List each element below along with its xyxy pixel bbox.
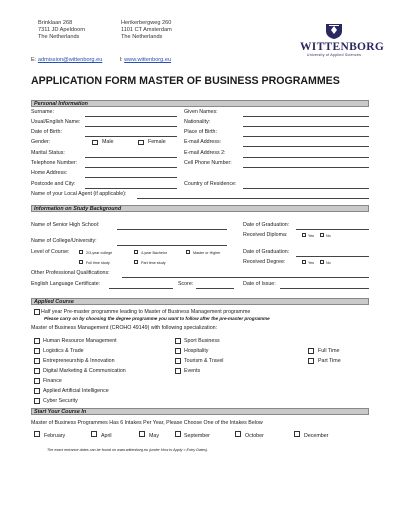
address-line: Herikerbergweg 260 — [121, 20, 172, 26]
marital-field[interactable] — [85, 157, 177, 158]
college-field[interactable] — [117, 245, 227, 246]
level-4-checkbox[interactable] — [134, 250, 138, 254]
given-names-field[interactable] — [243, 116, 369, 117]
intakes-text: Master of Business Programmes Has 6 Intakes Per Year, Please Choose One of the Intakes Below — [31, 420, 263, 426]
level-23-checkbox[interactable] — [79, 250, 83, 254]
diploma-label: Received Diploma: — [243, 232, 288, 238]
entrance-dates-note: The exact entrance dates can be found on www.wittenborg.eu (under How to Apply > Entry Dates). — [47, 448, 209, 452]
home-field[interactable] — [85, 177, 177, 178]
section-study-heading: Information on Study Background — [31, 205, 369, 212]
male-checkbox[interactable] — [92, 140, 98, 146]
female-checkbox[interactable] — [138, 140, 144, 146]
diploma-yes-checkbox[interactable] — [302, 233, 306, 237]
address-line: The Netherlands — [121, 34, 163, 41]
surname-field[interactable] — [85, 116, 177, 117]
intake-february-checkbox[interactable] — [34, 431, 40, 437]
full-time-study-label: Full time study — [86, 261, 110, 265]
degree-no-checkbox[interactable] — [320, 260, 324, 264]
cell-label: Cell Phone Number: — [184, 160, 232, 166]
crest-icon — [323, 22, 345, 40]
full-time-study-checkbox[interactable] — [79, 260, 83, 264]
spec-sport-label: Sport Business — [184, 338, 220, 344]
grad-date2-field[interactable] — [296, 256, 369, 257]
intake-september-checkbox[interactable] — [175, 431, 181, 437]
diploma-no-checkbox[interactable] — [320, 233, 324, 237]
english-field[interactable] — [109, 288, 173, 289]
spec-digital-marketing-label: Digital Marketing & Communication — [43, 368, 126, 374]
spec-logistics-checkbox[interactable] — [34, 348, 40, 354]
part-time-study-checkbox[interactable] — [134, 260, 138, 264]
full-time-checkbox[interactable] — [308, 348, 314, 354]
spec-sport-checkbox[interactable] — [175, 338, 181, 344]
spec-cyber-label: Cyber Security — [43, 398, 78, 404]
spec-hospitality-checkbox[interactable] — [175, 348, 181, 354]
male-label: Male — [102, 139, 114, 145]
intake-february-label: February — [44, 433, 66, 439]
pob-field[interactable] — [243, 136, 369, 137]
intake-december-label: December — [304, 433, 329, 439]
web-prefix: I: — [119, 57, 123, 63]
dob-label: Date of Birth: — [31, 129, 62, 135]
spec-entrepreneurship-checkbox[interactable] — [34, 358, 40, 364]
level-23-label: 2/3-year college — [86, 251, 113, 255]
email-field[interactable] — [243, 146, 369, 147]
usual-name-label: Usual/English Name: — [31, 119, 81, 125]
home-label: Home Address: — [31, 170, 68, 176]
email-link[interactable]: admission@wittenborg.eu — [37, 57, 103, 63]
spec-ai-label: Applied Artificial Intelligence — [43, 388, 109, 394]
score-label: Score: — [178, 281, 194, 287]
email2-label: E-mail Address 2: — [184, 150, 226, 156]
pob-label: Place of Birth: — [184, 129, 217, 135]
senior-field[interactable] — [117, 229, 227, 230]
gender-label: Gender: — [31, 139, 51, 145]
level-label: Level of Course: — [31, 249, 70, 255]
logo-tagline: University of Applied Sciences — [306, 53, 362, 57]
english-label: English Language Certificate: — [31, 281, 101, 287]
other-qual-field[interactable] — [122, 277, 369, 278]
premaster-checkbox[interactable] — [34, 309, 40, 315]
spec-entrepreneurship-label: Entrepreneurship & Innovation — [43, 358, 115, 364]
intake-april-label: April — [101, 433, 112, 439]
spec-digital-marketing-checkbox[interactable] — [34, 368, 40, 374]
website-link[interactable]: www.wittenborg.eu — [124, 57, 172, 63]
senior-label: Name of Senior High School: — [31, 222, 100, 228]
intake-may-label: May — [149, 433, 160, 439]
intake-october-label: October — [245, 433, 264, 439]
intake-april-checkbox[interactable] — [91, 431, 97, 437]
section-start-heading: Start Your Course In — [31, 408, 369, 415]
spec-hrm-checkbox[interactable] — [34, 338, 40, 344]
other-qual-label: Other Professional Qualifications: — [31, 270, 110, 276]
marital-label: Marital Status: — [31, 150, 65, 156]
spec-tourism-checkbox[interactable] — [175, 358, 181, 364]
section-applied-heading: Applied Course — [31, 298, 369, 305]
phone-label: Telephone Number: — [31, 160, 78, 166]
address-line: 1101 CT Amsterdam — [121, 27, 172, 34]
part-time-label: Part Time — [318, 358, 341, 364]
grad-date-label: Date of Graduation: — [243, 222, 290, 228]
nationality-field[interactable] — [243, 126, 369, 127]
agent-field[interactable] — [137, 198, 369, 199]
usual-name-field[interactable] — [85, 126, 177, 127]
surname-label: Surname: — [31, 109, 54, 115]
part-time-study-label: Part time study — [141, 261, 166, 265]
level-4-label: 4-year Bachelor — [141, 251, 168, 255]
spec-events-label: Events — [184, 368, 201, 374]
degree-yes-label: Yes — [308, 261, 315, 265]
section-personal-heading: Personal Information — [31, 100, 369, 107]
cell-field[interactable] — [243, 167, 369, 168]
degree-yes-checkbox[interactable] — [302, 260, 306, 264]
diploma-no-label: No — [326, 234, 331, 238]
postcode-label: Postcode and City: — [31, 181, 76, 187]
address-line: Brinklaan 268 — [38, 20, 73, 26]
grad-date2-label: Date of Graduation: — [243, 249, 290, 255]
phone-field[interactable] — [85, 167, 177, 168]
mbm-text: Master of Business Management (CROHO 49149) with following specialization: — [31, 325, 218, 331]
issue-label: Date of Issue: — [243, 281, 276, 287]
full-time-label: Full Time — [318, 348, 340, 354]
spec-logistics-label: Logistics & Trade — [43, 348, 84, 354]
issue-field[interactable] — [280, 288, 369, 289]
address-line: The Netherlands — [38, 34, 80, 41]
email-prefix: E: — [31, 57, 37, 63]
address-line: 7311 JD Apeldoorn — [38, 27, 86, 34]
spec-cyber-checkbox[interactable] — [34, 398, 40, 404]
logo-name: WITTENBORG — [300, 41, 385, 53]
spec-finance-label: Finance — [43, 378, 62, 384]
page-title: APPLICATION FORM MASTER OF BUSINESS PROGRAMMES — [31, 75, 340, 87]
intake-september-label: September — [184, 433, 210, 439]
spec-events-checkbox[interactable] — [175, 368, 181, 374]
level-master-label: Master or Higher — [193, 251, 221, 255]
premaster-label: Half year Pre-master programme leading to Master of Business Management programme — [41, 309, 251, 315]
part-time-checkbox[interactable] — [308, 358, 314, 364]
residence-label: Country of Residence: — [184, 181, 237, 187]
diploma-yes-label: Yes — [308, 234, 315, 238]
agent-label: Name of your Local Agent (if applicable): — [31, 191, 127, 197]
intake-december-checkbox[interactable] — [294, 431, 300, 437]
spec-finance-checkbox[interactable] — [34, 378, 40, 384]
address-amsterdam — [121, 20, 172, 42]
email2-field[interactable] — [243, 157, 369, 158]
premaster-note: Please carry on by choosing the degree programme you want to follow after the pre-master programme — [44, 316, 270, 321]
contact-line — [31, 57, 171, 63]
level-master-checkbox[interactable] — [186, 250, 190, 254]
college-label: Name of College/University: — [31, 238, 97, 244]
spec-tourism-label: Tourism & Travel — [184, 358, 224, 364]
dob-field[interactable] — [85, 136, 177, 137]
nationality-label: Nationality: — [184, 119, 211, 125]
spec-hrm-label: Human Resource Management — [43, 338, 117, 344]
residence-field[interactable] — [243, 188, 369, 189]
degree-label: Received Degree: — [243, 259, 286, 265]
wittenborg-logo — [300, 22, 385, 57]
female-label: Female — [148, 139, 166, 145]
score-field[interactable] — [196, 288, 234, 289]
postcode-field[interactable] — [85, 188, 177, 189]
intake-may-checkbox[interactable] — [139, 431, 145, 437]
email-label: E-mail Address: — [184, 139, 222, 145]
intake-october-checkbox[interactable] — [235, 431, 241, 437]
address-apeldoorn — [38, 20, 85, 42]
spec-ai-checkbox[interactable] — [34, 388, 40, 394]
given-names-label: Given Names: — [184, 109, 218, 115]
degree-no-label: No — [326, 261, 331, 265]
grad-date-field[interactable] — [296, 229, 369, 230]
spec-hospitality-label: Hospitality — [184, 348, 209, 354]
